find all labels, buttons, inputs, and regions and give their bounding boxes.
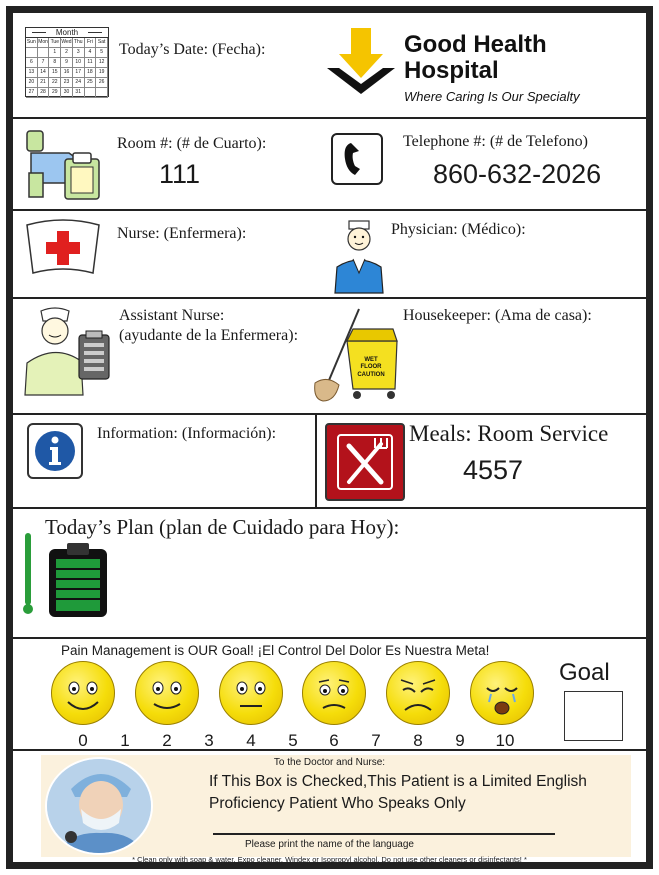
assistant-nurse-label-line1: Assistant Nurse: bbox=[119, 307, 225, 324]
telephone-number[interactable]: 860-632-2026 bbox=[433, 159, 602, 189]
lep-row bbox=[13, 751, 646, 869]
assistant-nurse-label-line2: (ayudante de la Enfermera): bbox=[119, 327, 299, 344]
nurse-physician-row bbox=[13, 211, 646, 299]
calendar-day-header: Fri bbox=[85, 38, 97, 48]
pain-number-1: 1 bbox=[120, 731, 130, 750]
calendar-day-cell: 24 bbox=[73, 78, 85, 88]
calendar-day-cell: 3 bbox=[73, 48, 85, 58]
calendar-day-cell: 20 bbox=[26, 78, 38, 88]
pain-number-9: 9 bbox=[455, 731, 465, 750]
calendar-day-cell: 27 bbox=[26, 88, 38, 98]
physician-icon bbox=[331, 219, 387, 295]
calendar-day-header: Thu bbox=[73, 38, 85, 48]
calendar-day-cell: 18 bbox=[85, 68, 97, 78]
calendar-day-cell: 14 bbox=[38, 68, 50, 78]
calendar-day-cell: 5 bbox=[96, 48, 108, 58]
information-meals-row bbox=[13, 415, 646, 509]
meals-phone-number[interactable]: 4557 bbox=[463, 455, 524, 485]
calendar-day-cell: 21 bbox=[38, 78, 50, 88]
calendar-day-cell: 9 bbox=[61, 58, 73, 68]
lep-statement-line2: Proficiency Patient Who Speaks Only bbox=[209, 795, 466, 812]
pain-number-8: 8 bbox=[413, 731, 423, 750]
room-label: Room #: (# de Cuarto): bbox=[117, 135, 267, 152]
pain-scale-row bbox=[13, 639, 646, 751]
telephone-icon bbox=[331, 133, 383, 185]
pain-face-0-icon[interactable] bbox=[51, 661, 115, 725]
clipboard-thermometer-icon bbox=[21, 531, 111, 619]
cleaning-footnote: * Clean only with soap & water, Expo cleaner, Windex or Isopropyl alcohol. Do not use other cleaners or disinfectants! * bbox=[132, 855, 527, 864]
date-label: Today’s Date: (Fecha): bbox=[119, 41, 266, 58]
calendar-day-cell: 13 bbox=[26, 68, 38, 78]
logo-name-line2: Hospital bbox=[404, 57, 499, 84]
calendar-day-cell: 6 bbox=[26, 58, 38, 68]
lep-to-line: To the Doctor and Nurse: bbox=[273, 757, 386, 768]
wet-floor-sign-text: WET FLOOR CAUTION bbox=[357, 357, 385, 378]
lep-statement-line1: If This Box is Checked,This Patient is a Limited English bbox=[209, 773, 587, 790]
pain-number-3: 3 bbox=[204, 731, 214, 750]
pain-number-10: 10 bbox=[495, 731, 515, 750]
calendar-day-header: Mon bbox=[38, 38, 50, 48]
calendar-day-cell bbox=[96, 88, 108, 98]
today-plan-row bbox=[13, 509, 646, 639]
lep-print-instruction: Please print the name of the language bbox=[244, 839, 414, 850]
information-icon bbox=[27, 423, 83, 479]
calendar-day-cell: 17 bbox=[73, 68, 85, 78]
language-write-line[interactable] bbox=[213, 833, 555, 835]
calendar-day-cell: 7 bbox=[38, 58, 50, 68]
calendar-icon bbox=[25, 27, 109, 97]
today-plan-label: Today’s Plan (plan de Cuidado para Hoy): bbox=[45, 515, 400, 539]
calendar-day-cell: 15 bbox=[49, 68, 61, 78]
calendar-day-cell: 23 bbox=[61, 78, 73, 88]
pain-face-8-icon[interactable] bbox=[386, 661, 450, 725]
calendar-day-cell: 12 bbox=[96, 58, 108, 68]
pain-face-10-icon[interactable] bbox=[470, 661, 534, 725]
goal-label: Goal bbox=[559, 659, 610, 686]
patient-whiteboard bbox=[6, 6, 653, 869]
telephone-label: Telephone #: (# de Telefono) bbox=[403, 133, 588, 150]
calendar-day-cell: 16 bbox=[61, 68, 73, 78]
calendar-title: Month bbox=[26, 28, 108, 38]
assistant-housekeeper-row bbox=[13, 299, 646, 415]
bed-icon bbox=[23, 127, 109, 205]
calendar-day-cell: 2 bbox=[61, 48, 73, 58]
calendar-day-cell: 4 bbox=[85, 48, 97, 58]
calendar-day-cell bbox=[85, 88, 97, 98]
meals-utensils-icon bbox=[325, 423, 405, 501]
mop-bucket-icon bbox=[309, 305, 405, 405]
pain-number-0: 0 bbox=[78, 731, 88, 750]
calendar-day-cell: 22 bbox=[49, 78, 61, 88]
pain-scale-title: Pain Management is OUR Goal! ¡El Control Del Dolor Es Nuestra Meta! bbox=[61, 643, 490, 658]
calendar-day-cell: 1 bbox=[49, 48, 61, 58]
calendar-day-cell: 31 bbox=[73, 88, 85, 98]
room-phone-row bbox=[13, 119, 646, 211]
goal-input-box[interactable] bbox=[564, 691, 623, 741]
calendar-grid bbox=[26, 38, 108, 98]
calendar-day-cell: 8 bbox=[49, 58, 61, 68]
calendar-day-header: Tue bbox=[49, 38, 61, 48]
calendar-day-header: Sat bbox=[96, 38, 108, 48]
physician-label: Physician: (Médico): bbox=[391, 221, 526, 238]
nurse-label: Nurse: (Enfermera): bbox=[117, 225, 247, 242]
calendar-day-cell bbox=[26, 48, 38, 58]
room-number[interactable]: 111 bbox=[159, 159, 201, 189]
calendar-day-cell: 25 bbox=[85, 78, 97, 88]
calendar-day-header: Wed bbox=[61, 38, 73, 48]
calendar-day-cell: 28 bbox=[38, 88, 50, 98]
assistant-nurse-icon bbox=[23, 305, 123, 397]
pain-number-2: 2 bbox=[162, 731, 172, 750]
header-row bbox=[13, 13, 646, 119]
logo-name-line1: Good Health bbox=[404, 31, 547, 58]
calendar-day-cell: 26 bbox=[96, 78, 108, 88]
information-label: Information: (Información): bbox=[97, 425, 277, 442]
pain-number-7: 7 bbox=[371, 731, 381, 750]
pain-number-4: 4 bbox=[246, 731, 256, 750]
calendar-day-cell bbox=[38, 48, 50, 58]
calendar-day-cell: 30 bbox=[61, 88, 73, 98]
calendar-day-cell: 11 bbox=[85, 58, 97, 68]
calendar-day-header: Sun bbox=[26, 38, 38, 48]
housekeeper-label: Housekeeper: (Ama de casa): bbox=[403, 307, 592, 324]
pain-face-2-icon[interactable] bbox=[135, 661, 199, 725]
calendar-day-cell: 10 bbox=[73, 58, 85, 68]
pain-face-6-icon[interactable] bbox=[302, 661, 366, 725]
logo-tagline: Where Caring Is Our Specialty bbox=[404, 89, 580, 104]
hospital-logo-icon bbox=[321, 24, 401, 104]
calendar-day-cell: 29 bbox=[49, 88, 61, 98]
calendar-day-cell: 19 bbox=[96, 68, 108, 78]
nurse-cap-icon bbox=[23, 219, 103, 277]
pain-number-6: 6 bbox=[329, 731, 339, 750]
pain-face-4-icon[interactable] bbox=[219, 661, 283, 725]
meals-label: Meals: Room Service bbox=[409, 421, 609, 446]
pain-number-5: 5 bbox=[288, 731, 298, 750]
